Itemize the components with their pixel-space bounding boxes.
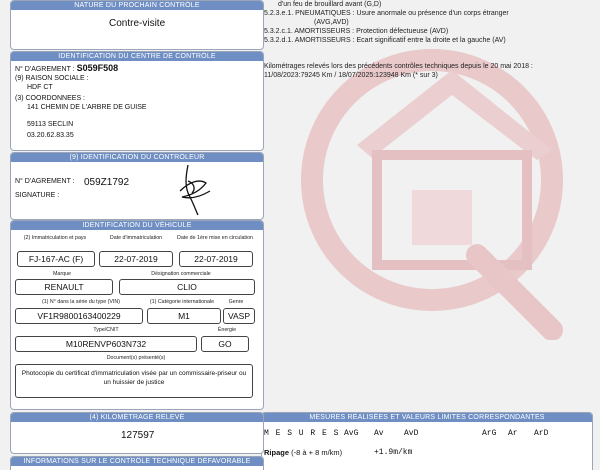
infos-box [10, 456, 264, 470]
raison-value: HDF CT [27, 84, 53, 91]
immat-field: FJ-167-AC (F) [17, 251, 95, 267]
cap-designation: Désignation commerciale [151, 271, 211, 277]
controleur-agrement-value: 059Z1792 [84, 177, 130, 188]
cap-categorie: (1) Catégorie internationale [149, 299, 215, 305]
km-history-intro: Kilométrages relevés lors des précédents contrôles techniques depuis le 20 mai 2018 : [264, 63, 533, 70]
cap-vin: (1) N° dans la série du type (VIN) [41, 299, 121, 305]
cap-genre: Genre [228, 299, 244, 305]
col-arg: ArG [482, 429, 497, 438]
defect-line: 5.3.2.c.1. AMORTISSEURS : Protection défectueuse (AVD) [264, 28, 449, 35]
col-avd: AvD [404, 429, 419, 438]
km-header: (4) KILOMÉTRAGE RELEVÉ [11, 413, 263, 422]
ripage-label: Ripage [264, 448, 290, 457]
km-value: 127597 [121, 430, 155, 441]
designation-field: CLIO [119, 279, 255, 295]
mesures-label: M E S U R E S [264, 429, 340, 438]
categorie-field: M1 [147, 308, 221, 324]
km-history [264, 62, 533, 80]
docs-field: Photocopie du certificat d'immatriculation visée par un commissaire-priseur ou un huissier de justice [15, 364, 253, 398]
defect-line: (AVG,AVD) [314, 19, 349, 26]
energie-field: GO [201, 336, 249, 352]
cap-type: Type/CNIT [93, 327, 119, 333]
ripage-value: +1.9m/km [374, 448, 413, 457]
cap-marque: Marque [53, 271, 71, 277]
cap-energie: Énergie [217, 327, 237, 333]
vehicule-header: IDENTIFICATION DU VÉHICULE [11, 221, 263, 230]
cap-immat: (2) Immatriculation et pays [23, 235, 87, 241]
address-line-1: 141 CHEMIN DE L'ARBRE DE GUISE [27, 104, 147, 111]
centre-box [10, 51, 264, 151]
date-immat-field: 22-07-2019 [99, 251, 173, 267]
centre-agrement-label: N° D'AGREMENT : [15, 66, 75, 73]
defect-line: 5.2.3.e.1. PNEUMATIQUES : Usure anormale ou présence d'un corps étranger [264, 10, 509, 17]
controleur-agrement-label: N° D'AGREMENT : [15, 178, 75, 185]
watermark-logo [262, 40, 600, 340]
col-avg: AvG [344, 429, 359, 438]
nature-box [10, 0, 264, 50]
ripage-limits: (-8 à + 8 m/km) [291, 448, 343, 457]
cap-date-immat: Date d'immatriculation [109, 235, 163, 241]
col-ard: ArD [534, 429, 549, 438]
address-line-2: 59113 SECLIN [27, 121, 74, 128]
nature-value: Contre-visite [109, 18, 166, 29]
phone: 03.20.62.83.35 [27, 132, 74, 139]
ripage-row [264, 448, 342, 457]
signature-scribble [166, 161, 221, 217]
defect-line: 5.3.2.d.1. AMORTISSEURS : Ecart significatif entre la droite et la gauche (AV) [264, 37, 506, 44]
centre-header: IDENTIFICATION DU CENTRE DE CONTRÔLE [11, 52, 263, 61]
mesures-header: MESURES RÉALISÉES ET VALEURS LIMITES CORRESPONDANTES [262, 413, 592, 422]
raison-label: (9) RAISON SOCIALE : [15, 75, 89, 82]
mesures-box [261, 412, 593, 470]
km-history-values: 11/08/2023:79245 Km / 18/07/2025:123948 Km (* sur 3) [264, 72, 438, 79]
col-av: Av [374, 429, 384, 438]
date-circ-field: 22-07-2019 [179, 251, 253, 267]
vehicule-box [10, 220, 264, 410]
genre-field: VASP [223, 308, 255, 324]
type-field: M10RENVP603N732 [15, 336, 197, 352]
cap-docs: Document(s) présenté(s) [106, 355, 166, 361]
nature-header: NATURE DU PROCHAIN CONTRÔLE [11, 1, 263, 10]
defects-list [264, 0, 509, 45]
col-ar: Ar [508, 429, 518, 438]
coord-label: (3) COORDONNEES : [15, 95, 86, 102]
defect-line: d'un feu de brouillard avant (G,D) [278, 1, 382, 8]
marque-field: RENAULT [15, 279, 113, 295]
controleur-box [10, 152, 264, 220]
centre-agrement-value: S059F508 [76, 63, 119, 73]
controleur-header: (9) IDENTIFICATION DU CONTRÔLEUR [11, 153, 263, 162]
infos-header: INFORMATIONS SUR LE CONTRÔLE TECHNIQUE DÉFAVORABLE [11, 457, 263, 466]
cap-date-circ: Date de 1ère mise en circulation [177, 235, 253, 241]
signature-label: SIGNATURE : [15, 192, 60, 199]
vin-field: VF1R9800163400229 [15, 308, 143, 324]
km-box [10, 412, 264, 454]
